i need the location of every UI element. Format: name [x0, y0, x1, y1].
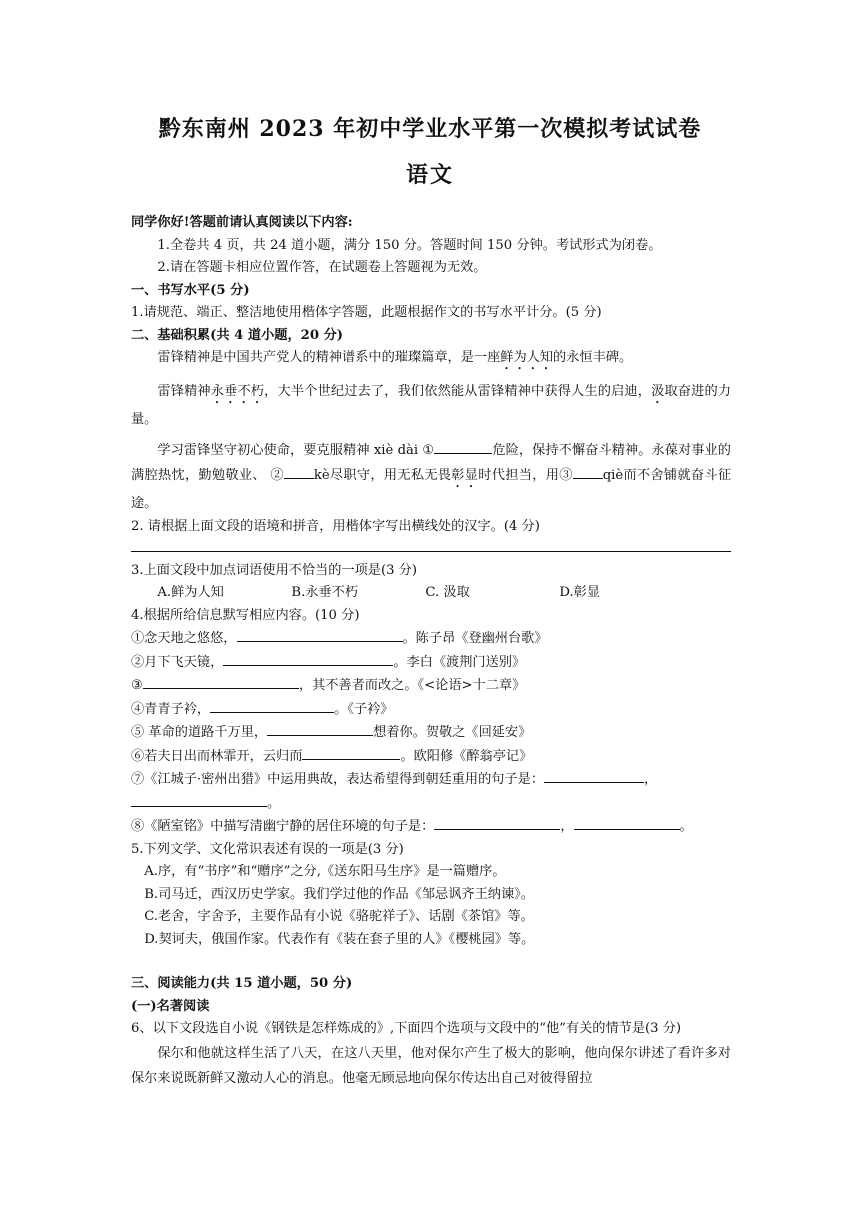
recite-item: ⑦《江城子·密州出猎》中运用典故，表达希望得到朝廷重用的句子是： ， 。: [131, 768, 731, 815]
option-c[interactable]: C. 汲取: [425, 585, 470, 600]
question-2: 2. 请根据上面文段的语境和拼音，用楷体字写出横线处的汉字。(4 分): [131, 519, 540, 534]
question-3-options: [131, 582, 731, 605]
answer-blank[interactable]: [284, 464, 314, 479]
answer-blank[interactable]: [143, 674, 299, 689]
question-3: 3.上面文段中加点词语使用不恰当的一项是(3 分): [131, 562, 418, 578]
answer-blank[interactable]: [302, 745, 400, 760]
option-a[interactable]: A.鲜为人知: [157, 585, 224, 600]
option-a[interactable]: A.序，有“书序”和“赠序”之分,《送东阳马生序》是一篇赠序。: [144, 864, 506, 879]
answer-blank[interactable]: [573, 464, 603, 479]
passage-paragraph: 学习雷锋坚守初心使命，要克服精神 xiè dài ① 危险，保持不懈奋斗精神。永葆对事业的满腔热忱，勤勉敬业、 ② kè尽职守，用无私无畏彰显时代担当，用③ qiè而不舍铺就奋斗征途。: [131, 438, 731, 516]
exam-subject: 语文: [405, 162, 454, 188]
recite-item: ①念天地之悠悠， 。陈子昂《登幽州台歌》: [131, 627, 731, 651]
answer-line[interactable]: [131, 539, 731, 552]
answer-blank[interactable]: [237, 627, 403, 642]
answer-blank[interactable]: [544, 768, 644, 783]
option-d[interactable]: D.契诃夫，俄国作家。代表作有《装在套子里的人》《樱桃园》等。: [144, 931, 535, 947]
dotted-word: 鲜为人知: [500, 350, 554, 365]
passage-paragraph: 雷锋精神永垂不朽，大半个世纪过去了，我们依然能从雷锋精神中获得人生的启迪，汲取奋进的力量。: [131, 384, 732, 427]
answer-blank[interactable]: [434, 439, 492, 454]
section-heading: 二、基础积累(共 4 道小题，20 分): [131, 327, 344, 343]
option-d[interactable]: D.彰显: [559, 585, 601, 600]
exam-title: 黔东南州 2023 年初中学业水平第一次模拟考试试卷: [158, 116, 702, 142]
notice-item: 2.请在答题卡相应位置作答，在试题卷上答题视为无效。: [157, 260, 487, 275]
option-c[interactable]: C.老舍，字舍予，主要作品有小说《骆驼祥子》、话剧《茶馆》等。: [144, 909, 534, 924]
section-heading: 三、阅读能力(共 15 道小题，50 分): [131, 976, 353, 991]
dotted-word: 汲: [651, 384, 665, 399]
question-6: 6、以下文段选自小说《钢铁是怎样炼成的》,下面四个选项与文段中的“他”有关的情节是(3 分): [131, 1021, 682, 1036]
dotted-word: 彰显: [451, 468, 479, 483]
dotted-word: 永垂不朽: [210, 384, 265, 399]
subsection-heading: (一)名著阅读: [131, 998, 210, 1014]
option-b[interactable]: B.司马迁，西汉历史学家。我们学过他的作品《邹忌讽齐王纳谏》。: [144, 886, 534, 902]
answer-blank[interactable]: [131, 792, 267, 807]
answer-blank[interactable]: [223, 651, 393, 666]
option-b[interactable]: B.永垂不朽: [291, 585, 359, 600]
recite-item: ⑧《陋室铭》中描写清幽宁静的居住环境的句子是： ， 。: [131, 815, 731, 839]
recite-item: ⑥若夫日出而林霏开，云归而 。欧阳修《醉翁亭记》: [131, 745, 731, 769]
answer-blank[interactable]: [434, 815, 560, 830]
question-1: 1.请规范、端正、整洁地使用楷体字答题，此题根据作文的书写水平计分。(5 分): [131, 305, 602, 320]
answer-blank[interactable]: [574, 815, 680, 830]
recite-item: ④青青子衿， 。《子衿》: [131, 698, 731, 722]
passage-paragraph: 雷锋精神是中国共产党人的精神谱系中的璀璨篇章，是一座鲜为人知的永恒丰碑。: [157, 350, 633, 365]
spacer: [131, 951, 731, 973]
recite-item: ③ ，其不善者而改之。《<论语>十二章》: [131, 674, 731, 698]
question-4: 4.根据所给信息默写相应内容。(10 分): [131, 607, 360, 623]
recite-item: ⑤ 革命的道路千万里， 想着你。贺敬之《回延安》: [131, 721, 731, 745]
answer-blank[interactable]: [210, 698, 334, 713]
notice-heading: 同学你好!答题前请认真阅读以下内容:: [131, 215, 353, 230]
question-5: 5.下列文学、文化常识表述有误的一项是(3 分): [131, 841, 404, 857]
exam-content: [131, 212, 731, 1091]
section-heading: 一、书写水平(5 分): [131, 282, 250, 298]
recite-item: ②月下飞天镜， 。李白《渡荆门送别》: [131, 651, 731, 675]
passage-paragraph: 保尔和他就这样生活了八天，在这八天里，他对保尔产生了极大的影响，他向保尔讲述了看许多对保尔来说既新鲜又激动人心的消息。他毫无顾忌地向保尔传达出自己对彼得留拉: [131, 1045, 731, 1086]
answer-blank[interactable]: [267, 721, 373, 736]
notice-item: 1.全卷共 4 页，共 24 道小题，满分 150 分。答题时间 150 分钟。考试形式为闭卷。: [157, 237, 662, 253]
